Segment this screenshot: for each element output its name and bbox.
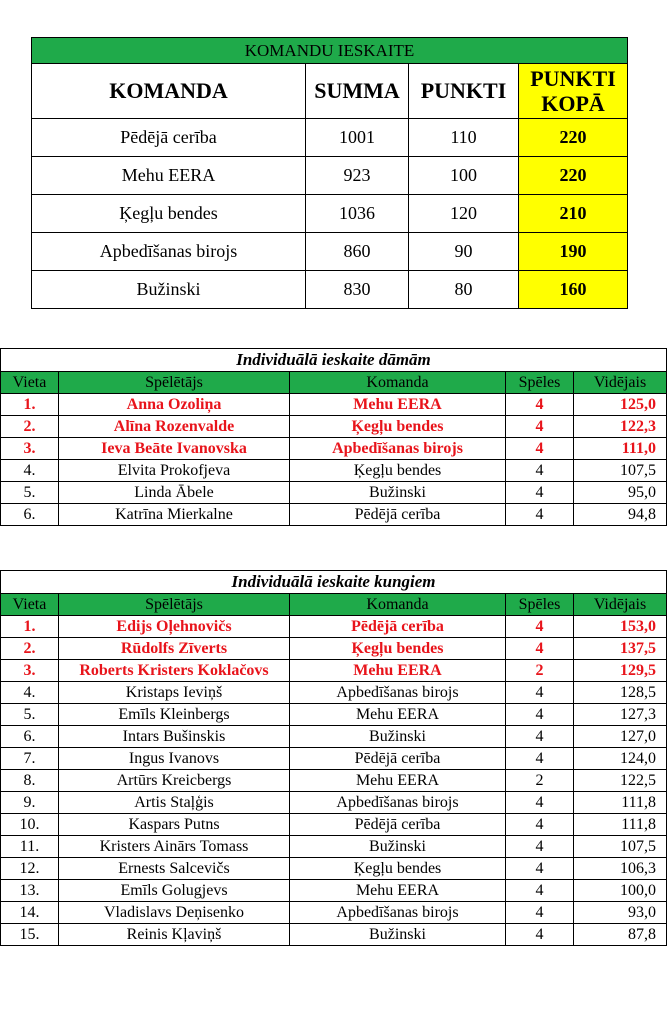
games-cell: 2 xyxy=(506,660,574,682)
team-cell: Bužinski xyxy=(290,726,506,748)
player-cell: Roberts Kristers Koklačovs xyxy=(59,660,290,682)
place-cell: 5. xyxy=(1,704,59,726)
team-row xyxy=(32,157,628,195)
player-cell: Katrīna Mierkalne xyxy=(59,504,290,526)
team-total-cell: 210 xyxy=(519,195,628,233)
women-header-place: Vieta xyxy=(1,372,59,394)
team-row xyxy=(32,119,628,157)
place-cell: 6. xyxy=(1,726,59,748)
average-cell: 111,8 xyxy=(574,814,667,836)
average-cell: 153,0 xyxy=(574,616,667,638)
player-cell: Ernests Salcevičs xyxy=(59,858,290,880)
team-sum-cell: 830 xyxy=(306,271,409,309)
player-cell: Reinis Kļaviņš xyxy=(59,924,290,946)
women-player-row xyxy=(1,394,667,416)
team-standings-table xyxy=(31,37,628,309)
games-cell: 4 xyxy=(506,616,574,638)
team-name-cell: Apbedīšanas birojs xyxy=(32,233,306,271)
men-header-place: Vieta xyxy=(1,594,59,616)
average-cell: 124,0 xyxy=(574,748,667,770)
player-cell: Intars Bušinskis xyxy=(59,726,290,748)
men-table-body xyxy=(1,616,667,946)
place-cell: 15. xyxy=(1,924,59,946)
average-cell: 128,5 xyxy=(574,682,667,704)
player-cell: Ingus Ivanovs xyxy=(59,748,290,770)
team-cell: Mehu EERA xyxy=(290,880,506,902)
team-sum-cell: 923 xyxy=(306,157,409,195)
average-cell: 100,0 xyxy=(574,880,667,902)
team-row xyxy=(32,271,628,309)
average-cell: 111,0 xyxy=(574,438,667,460)
place-cell: 1. xyxy=(1,616,59,638)
games-cell: 4 xyxy=(506,416,574,438)
games-cell: 4 xyxy=(506,394,574,416)
player-cell: Artūrs Kreicbergs xyxy=(59,770,290,792)
team-sum-cell: 1036 xyxy=(306,195,409,233)
place-cell: 11. xyxy=(1,836,59,858)
average-cell: 125,0 xyxy=(574,394,667,416)
player-cell: Anna Ozoliņa xyxy=(59,394,290,416)
average-cell: 93,0 xyxy=(574,902,667,924)
men-player-row xyxy=(1,682,667,704)
player-cell: Emīls Golugjevs xyxy=(59,880,290,902)
team-cell: Apbedīšanas birojs xyxy=(290,438,506,460)
team-cell: Apbedīšanas birojs xyxy=(290,902,506,924)
men-player-row xyxy=(1,726,667,748)
men-header-player: Spēlētājs xyxy=(59,594,290,616)
men-player-row xyxy=(1,858,667,880)
men-player-row xyxy=(1,770,667,792)
player-cell: Edijs Oļehnovičs xyxy=(59,616,290,638)
men-player-row xyxy=(1,880,667,902)
team-cell: Mehu EERA xyxy=(290,704,506,726)
team-cell: Ķegļu bendes xyxy=(290,460,506,482)
team-points-cell: 100 xyxy=(409,157,519,195)
team-header-team: KOMANDA xyxy=(32,64,306,119)
team-points-cell: 120 xyxy=(409,195,519,233)
team-total-cell: 190 xyxy=(519,233,628,271)
place-cell: 8. xyxy=(1,770,59,792)
team-header-total-line1: PUNKTI xyxy=(530,66,616,91)
team-cell: Ķegļu bendes xyxy=(290,638,506,660)
team-name-cell: Ķegļu bendes xyxy=(32,195,306,233)
women-player-row xyxy=(1,416,667,438)
team-points-cell: 110 xyxy=(409,119,519,157)
games-cell: 4 xyxy=(506,880,574,902)
team-total-cell: 220 xyxy=(519,119,628,157)
games-cell: 4 xyxy=(506,504,574,526)
team-cell: Pēdējā cerība xyxy=(290,748,506,770)
average-cell: 129,5 xyxy=(574,660,667,682)
games-cell: 4 xyxy=(506,814,574,836)
average-cell: 107,5 xyxy=(574,836,667,858)
place-cell: 14. xyxy=(1,902,59,924)
average-cell: 127,0 xyxy=(574,726,667,748)
team-table-body xyxy=(32,119,628,309)
team-cell: Mehu EERA xyxy=(290,660,506,682)
average-cell: 94,8 xyxy=(574,504,667,526)
women-player-row xyxy=(1,504,667,526)
games-cell: 4 xyxy=(506,858,574,880)
games-cell: 4 xyxy=(506,682,574,704)
women-header-games: Spēles xyxy=(506,372,574,394)
team-points-cell: 90 xyxy=(409,233,519,271)
games-cell: 4 xyxy=(506,902,574,924)
place-cell: 3. xyxy=(1,660,59,682)
team-cell: Bužinski xyxy=(290,836,506,858)
place-cell: 7. xyxy=(1,748,59,770)
player-cell: Kristaps Ieviņš xyxy=(59,682,290,704)
men-player-row xyxy=(1,660,667,682)
place-cell: 6. xyxy=(1,504,59,526)
games-cell: 4 xyxy=(506,748,574,770)
average-cell: 106,3 xyxy=(574,858,667,880)
team-cell: Mehu EERA xyxy=(290,770,506,792)
place-cell: 12. xyxy=(1,858,59,880)
games-cell: 4 xyxy=(506,924,574,946)
team-cell: Pēdējā cerība xyxy=(290,814,506,836)
team-name-cell: Bužinski xyxy=(32,271,306,309)
player-cell: Ieva Beāte Ivanovska xyxy=(59,438,290,460)
place-cell: 13. xyxy=(1,880,59,902)
team-row xyxy=(32,233,628,271)
place-cell: 1. xyxy=(1,394,59,416)
men-player-row xyxy=(1,814,667,836)
men-header-average: Vidējais xyxy=(574,594,667,616)
place-cell: 9. xyxy=(1,792,59,814)
player-cell: Emīls Kleinbergs xyxy=(59,704,290,726)
average-cell: 111,8 xyxy=(574,792,667,814)
team-header-total-line2: KOPĀ xyxy=(541,91,605,116)
women-player-row xyxy=(1,482,667,504)
men-player-row xyxy=(1,638,667,660)
team-sum-cell: 1001 xyxy=(306,119,409,157)
games-cell: 4 xyxy=(506,638,574,660)
average-cell: 122,3 xyxy=(574,416,667,438)
men-player-row xyxy=(1,792,667,814)
games-cell: 4 xyxy=(506,836,574,858)
place-cell: 5. xyxy=(1,482,59,504)
team-cell: Bužinski xyxy=(290,924,506,946)
team-cell: Pēdējā cerība xyxy=(290,616,506,638)
player-cell: Kaspars Putns xyxy=(59,814,290,836)
games-cell: 2 xyxy=(506,770,574,792)
games-cell: 4 xyxy=(506,460,574,482)
place-cell: 2. xyxy=(1,638,59,660)
team-cell: Mehu EERA xyxy=(290,394,506,416)
games-cell: 4 xyxy=(506,482,574,504)
place-cell: 3. xyxy=(1,438,59,460)
player-cell: Rūdolfs Zīverts xyxy=(59,638,290,660)
women-header-team: Komanda xyxy=(290,372,506,394)
team-cell: Ķegļu bendes xyxy=(290,416,506,438)
player-cell: Linda Ābele xyxy=(59,482,290,504)
team-cell: Bužinski xyxy=(290,482,506,504)
games-cell: 4 xyxy=(506,704,574,726)
player-cell: Kristers Ainārs Tomass xyxy=(59,836,290,858)
men-player-row xyxy=(1,902,667,924)
team-cell: Apbedīšanas birojs xyxy=(290,682,506,704)
women-standings-table xyxy=(0,348,667,526)
women-header-player: Spēlētājs xyxy=(59,372,290,394)
women-header-average: Vidējais xyxy=(574,372,667,394)
player-cell: Elvita Prokofjeva xyxy=(59,460,290,482)
average-cell: 127,3 xyxy=(574,704,667,726)
average-cell: 137,5 xyxy=(574,638,667,660)
women-table-body xyxy=(1,394,667,526)
team-cell: Apbedīšanas birojs xyxy=(290,792,506,814)
team-header-points: PUNKTI xyxy=(409,64,519,119)
place-cell: 4. xyxy=(1,460,59,482)
team-header-sum: SUMMA xyxy=(306,64,409,119)
team-name-cell: Mehu EERA xyxy=(32,157,306,195)
place-cell: 10. xyxy=(1,814,59,836)
team-row xyxy=(32,195,628,233)
player-cell: Artis Staļģis xyxy=(59,792,290,814)
player-cell: Alīna Rozenvalde xyxy=(59,416,290,438)
men-table-title: Individuālā ieskaite kungiem xyxy=(1,571,667,594)
team-sum-cell: 860 xyxy=(306,233,409,271)
men-player-row xyxy=(1,924,667,946)
men-header-games: Spēles xyxy=(506,594,574,616)
men-header-team: Komanda xyxy=(290,594,506,616)
team-cell: Pēdējā cerība xyxy=(290,504,506,526)
place-cell: 4. xyxy=(1,682,59,704)
women-player-row xyxy=(1,438,667,460)
team-name-cell: Pēdējā cerība xyxy=(32,119,306,157)
men-player-row xyxy=(1,704,667,726)
team-total-cell: 160 xyxy=(519,271,628,309)
games-cell: 4 xyxy=(506,438,574,460)
men-player-row xyxy=(1,748,667,770)
women-table-title: Individuālā ieskaite dāmām xyxy=(1,349,667,372)
average-cell: 122,5 xyxy=(574,770,667,792)
men-player-row xyxy=(1,616,667,638)
average-cell: 87,8 xyxy=(574,924,667,946)
average-cell: 95,0 xyxy=(574,482,667,504)
team-total-cell: 220 xyxy=(519,157,628,195)
team-header-total xyxy=(519,64,628,119)
team-cell: Ķegļu bendes xyxy=(290,858,506,880)
team-points-cell: 80 xyxy=(409,271,519,309)
team-table-title: KOMANDU IESKAITE xyxy=(32,38,628,64)
men-player-row xyxy=(1,836,667,858)
games-cell: 4 xyxy=(506,726,574,748)
men-standings-table xyxy=(0,570,667,946)
women-player-row xyxy=(1,460,667,482)
place-cell: 2. xyxy=(1,416,59,438)
player-cell: Vladislavs Deņisenko xyxy=(59,902,290,924)
average-cell: 107,5 xyxy=(574,460,667,482)
games-cell: 4 xyxy=(506,792,574,814)
